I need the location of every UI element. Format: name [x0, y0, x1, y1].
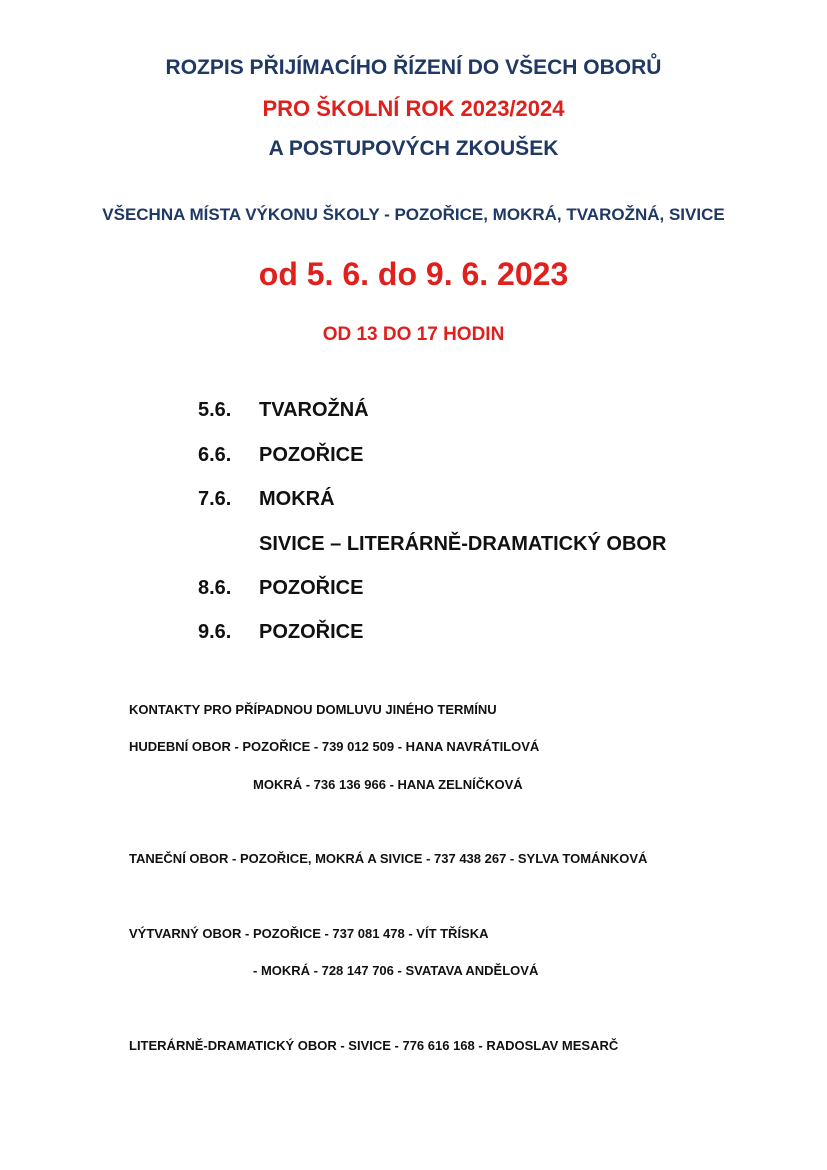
title-line-2: PRO ŠKOLNÍ ROK 2023/2024 — [262, 96, 565, 121]
schedule-place: TVAROŽNÁ — [259, 399, 369, 421]
schedule-item — [198, 533, 666, 556]
schedule-place: POZOŘICE — [259, 577, 364, 599]
schedule-item — [198, 488, 335, 511]
contact-music-mokra: MOKRÁ - 736 136 966 - HANA ZELNÍČKOVÁ — [253, 777, 523, 792]
schedule-place: POZOŘICE — [259, 444, 364, 466]
schedule-item — [198, 577, 363, 600]
schedule-date: 8.6. — [198, 577, 232, 599]
schedule-place: MOKRÁ — [259, 488, 335, 510]
contact-music-pozorice: HUDEBNÍ OBOR - POZOŘICE - 739 012 509 - HANA NAVRÁTILOVÁ — [129, 739, 540, 754]
contacts-heading: KONTAKTY PRO PŘÍPADNOU DOMLUVU JINÉHO TERMÍNU — [129, 702, 497, 717]
locations-line: VŠECHNA MÍSTA VÝKONU ŠKOLY - POZOŘICE, MOKRÁ, TVAROŽNÁ, SIVICE — [102, 205, 725, 224]
schedule-item — [198, 621, 363, 644]
schedule-date: 6.6. — [198, 444, 232, 466]
hours-line: OD 13 DO 17 HODIN — [322, 324, 505, 345]
schedule-date: 7.6. — [198, 488, 232, 510]
contact-dance: TANEČNÍ OBOR - POZOŘICE, MOKRÁ A SIVICE - 737 438 267 - SYLVA TOMÁNKOVÁ — [129, 851, 648, 866]
schedule-place: SIVICE – LITERÁRNĚ-DRAMATICKÝ OBOR — [259, 533, 667, 555]
contact-art-mokra: - MOKRÁ - 728 147 706 - SVATAVA ANDĚLOVÁ — [253, 963, 539, 978]
schedule-item — [198, 399, 369, 422]
date-range: od 5. 6. do 9. 6. 2023 — [258, 256, 569, 292]
schedule-place: POZOŘICE — [259, 621, 364, 643]
title-line-1: ROZPIS PŘIJÍMACÍHO ŘÍZENÍ DO VŠECH OBORŮ — [165, 56, 662, 79]
title-line-3: A POSTUPOVÝCH ZKOUŠEK — [268, 137, 559, 160]
contact-art-pozorice: VÝTVARNÝ OBOR - POZOŘICE - 737 081 478 - VÍT TŘÍSKA — [129, 926, 489, 941]
schedule-item — [198, 444, 363, 467]
contact-drama: LITERÁRNĚ-DRAMATICKÝ OBOR - SIVICE - 776 616 168 - RADOSLAV MESARČ — [129, 1038, 619, 1053]
schedule-date: 5.6. — [198, 399, 232, 421]
schedule-date: 9.6. — [198, 621, 232, 643]
